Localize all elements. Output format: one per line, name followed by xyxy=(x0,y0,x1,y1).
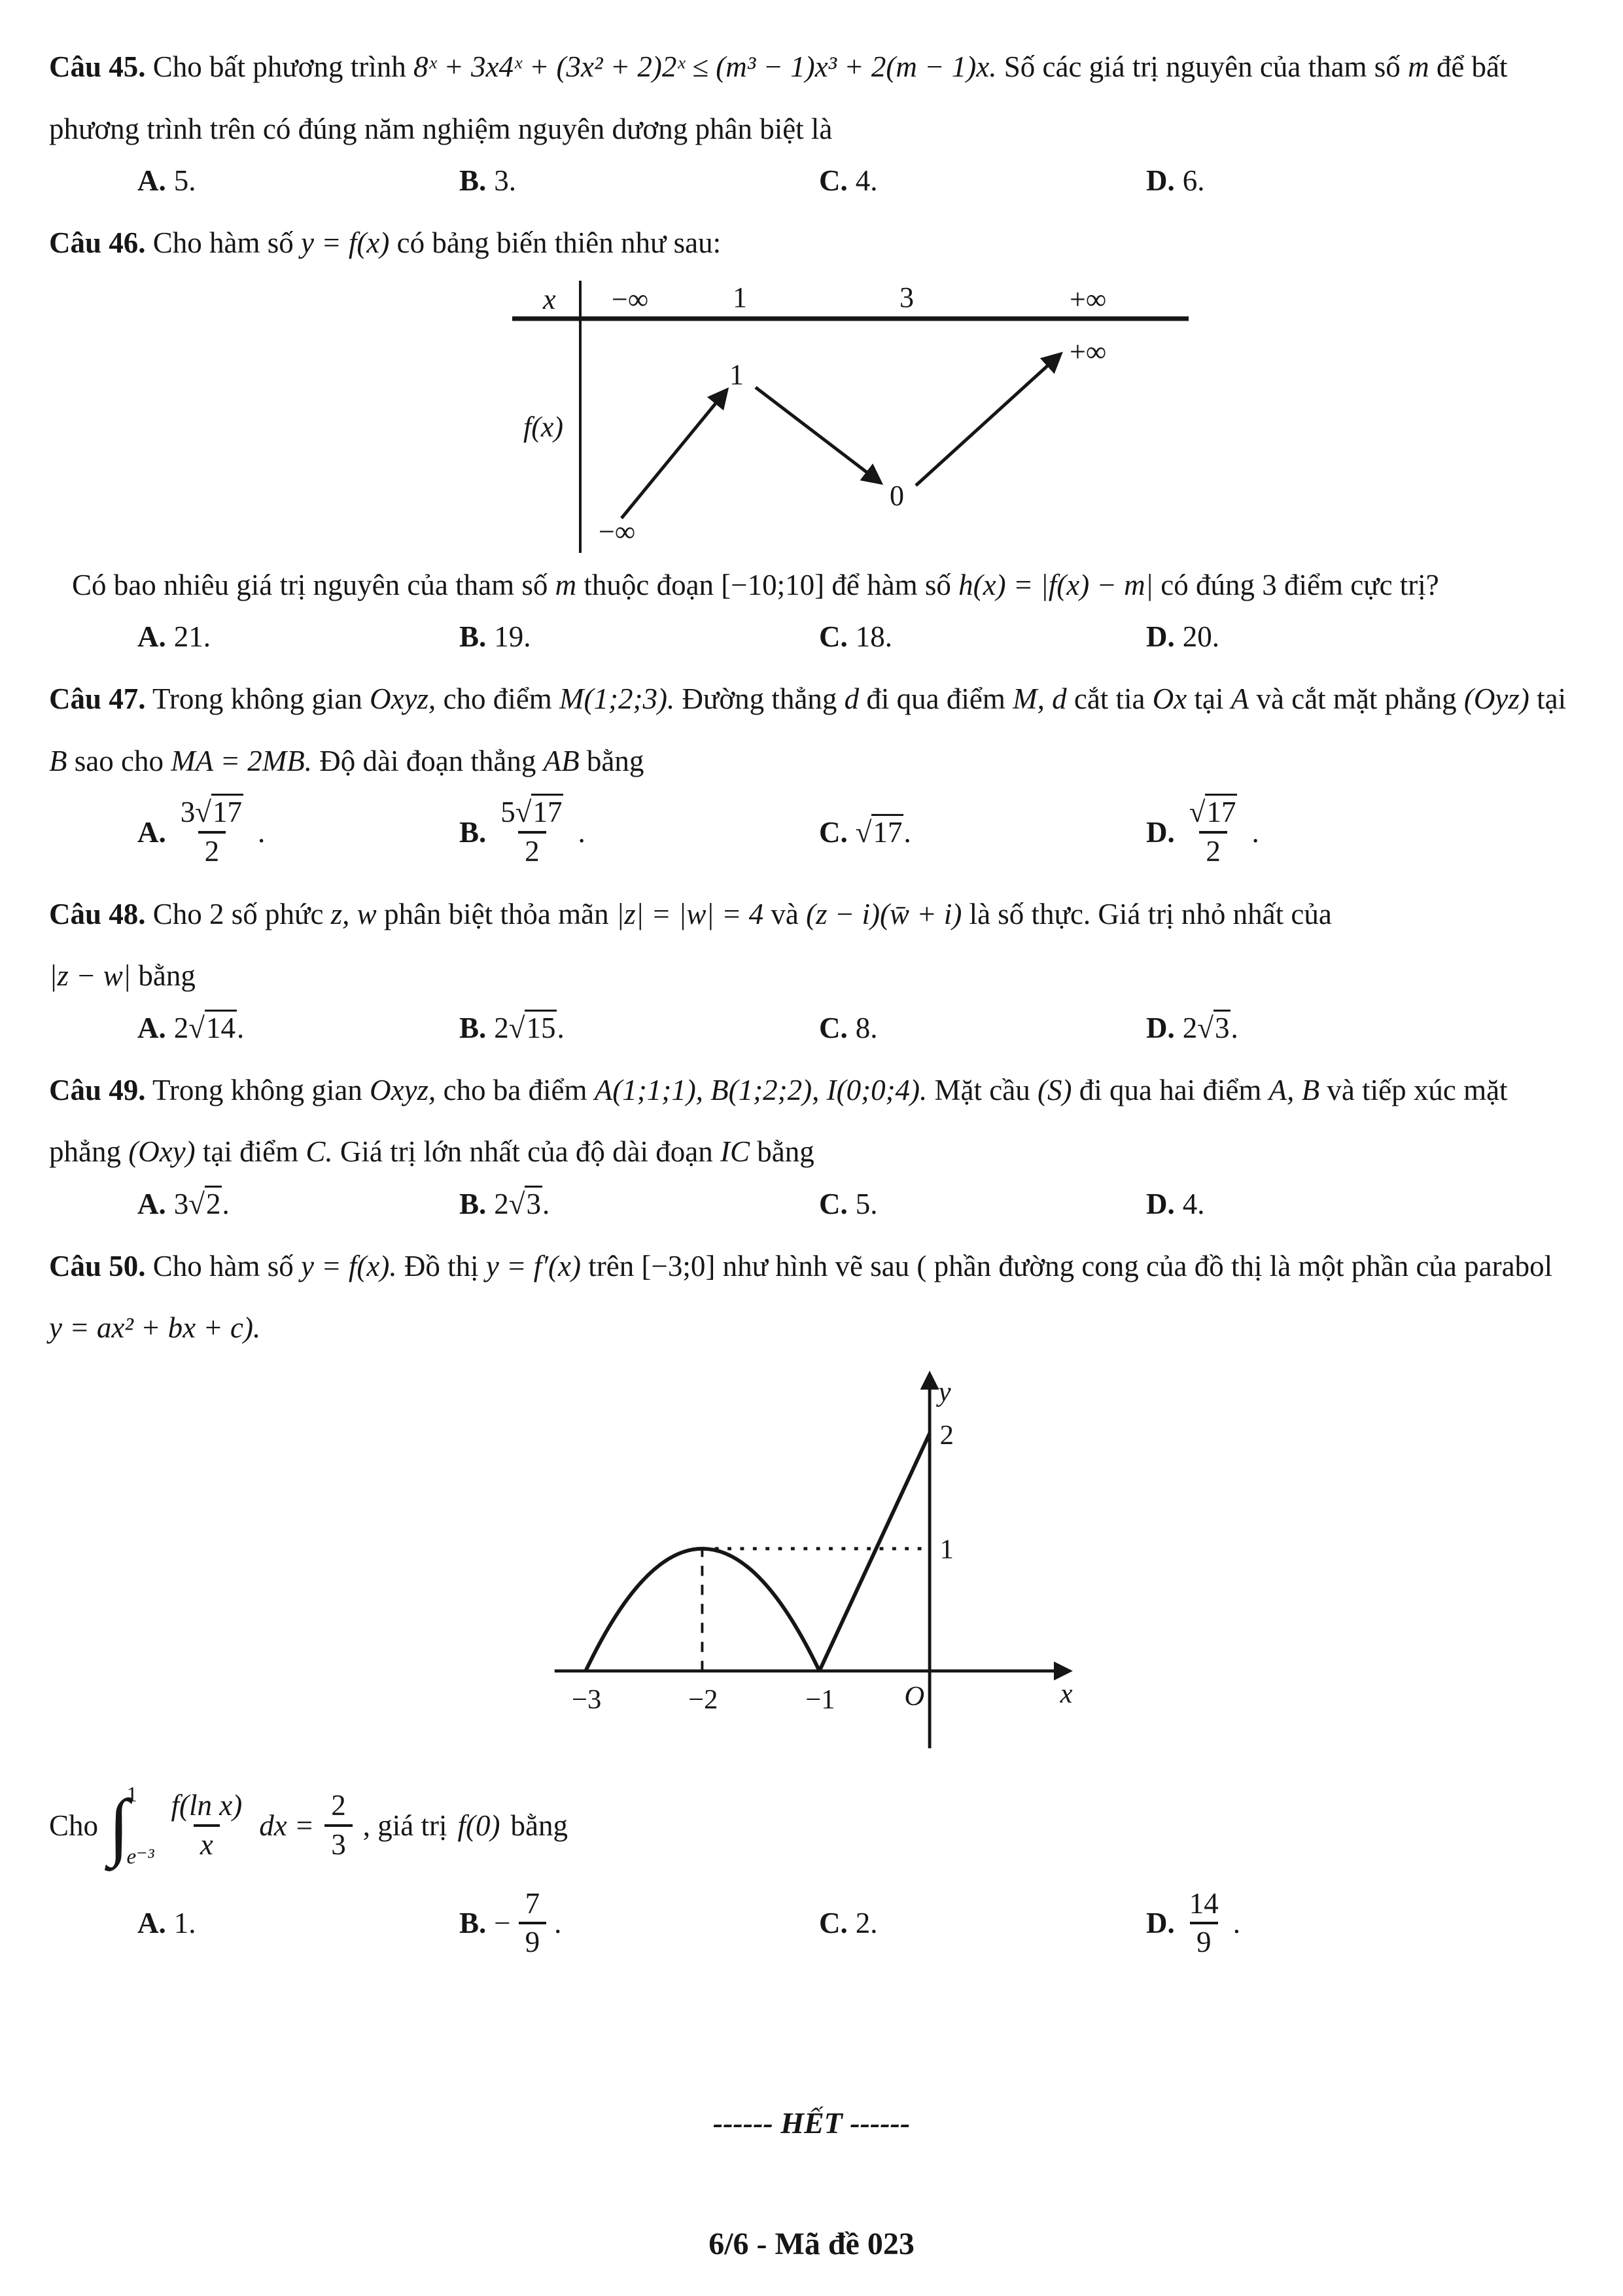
q46-option-d: D. 20. xyxy=(1146,620,1219,653)
q50-integral-lead: Cho xyxy=(49,1809,99,1842)
q47-p3: Đường thẳng xyxy=(682,682,837,715)
q49-f7: IC xyxy=(720,1135,750,1168)
q50-text xyxy=(49,1235,1567,1359)
q50-option-c: C. 2. xyxy=(819,1907,878,1940)
q50-f0: f(0) xyxy=(457,1809,500,1842)
bbt-x-1: 1 xyxy=(733,281,747,313)
line-segment xyxy=(820,1433,930,1670)
fraction: $\frac{√17}{2}$ xyxy=(1183,796,1244,869)
bbt-f-min: 0 xyxy=(890,479,904,512)
x-axis-label: x xyxy=(1060,1678,1073,1709)
q48-option-b: B. 2√15. xyxy=(459,1011,819,1045)
q45-p2: Số các giá trị nguyên của tham số xyxy=(1003,50,1401,83)
q46-options xyxy=(137,620,1567,654)
question-46 xyxy=(49,212,1567,654)
q47-p8: tại xyxy=(1537,682,1567,715)
q46-label: Câu 46. xyxy=(49,226,146,259)
q48-option-a: A. 2√14. xyxy=(137,1011,459,1045)
q45-p1: Cho bất phương trình xyxy=(152,50,406,83)
fraction: $\frac{14}{9}$ xyxy=(1189,1886,1219,1959)
q45-options xyxy=(137,164,1567,198)
integral-upper-limit: 1 xyxy=(126,1783,138,1807)
q48-p3: và xyxy=(771,897,799,930)
q49-f6: C. xyxy=(305,1135,333,1168)
q47-p9: sao cho xyxy=(74,744,164,777)
q50-options xyxy=(137,1887,1567,1960)
q46-option-c: C. 18. xyxy=(819,620,892,653)
q49-p4: đi qua hai điểm xyxy=(1079,1073,1262,1106)
q48-label: Câu 48. xyxy=(49,897,146,930)
q45-var-m: m xyxy=(1408,50,1429,83)
q49-p2: cho ba điểm xyxy=(443,1073,587,1106)
fraction: $\frac{3√17}{2}$ xyxy=(174,796,250,869)
q47-option-d: D. $\frac{√17}{2}$ . xyxy=(1146,796,1567,869)
bbt-f-max: 1 xyxy=(729,358,744,391)
q47-f10: AB xyxy=(543,744,580,777)
origin-label: O xyxy=(904,1680,925,1712)
q46-f1: y = f(x) xyxy=(301,226,390,259)
bbt-arrow-up-2 xyxy=(916,355,1060,486)
q47-f7: (Oyz) xyxy=(1463,682,1529,715)
q50-integral-dx-equals: dx = xyxy=(259,1809,315,1842)
q49-p1: Trong không gian xyxy=(152,1073,362,1106)
q47-p10: Độ dài đoạn thẳng xyxy=(319,744,536,777)
end-marker: ------ HẾT ------ xyxy=(712,2106,911,2140)
q47-text xyxy=(49,668,1567,792)
bbt-f-neg-inf: −∞ xyxy=(599,515,636,548)
q45-formula: 8ˣ + 3x4ˣ + (3x² + 2)2ˣ ≤ (m³ − 1)x³ + 2(m − 1)x. xyxy=(413,50,997,83)
bbt-x-neg-inf: −∞ xyxy=(612,283,649,315)
integral-sign-group xyxy=(109,1776,154,1875)
q48-option-c: C. 8. xyxy=(819,1011,878,1044)
q49-f3: (S) xyxy=(1037,1073,1072,1106)
q49-text xyxy=(49,1059,1567,1183)
q46-p6: có đúng 3 điểm cực trị? xyxy=(1161,568,1439,601)
q48-f2: |z| = |w| = 4 xyxy=(616,897,764,930)
q49-option-a: A. 3√2. xyxy=(137,1187,459,1221)
minus-sign: − xyxy=(494,1907,511,1940)
q47-f5: Ox xyxy=(1152,682,1187,715)
q50-f3: [−3;0] xyxy=(641,1249,716,1282)
q50-option-d: D. $\frac{14}{9}$ . xyxy=(1146,1886,1240,1959)
integral-limits xyxy=(127,1776,154,1875)
q47-p6: tại xyxy=(1194,682,1224,715)
q46-f2: [−10;10] xyxy=(721,568,825,601)
q50-p3: trên xyxy=(588,1249,635,1282)
q46-p3: Có bao nhiêu giá trị nguyên của tham số xyxy=(72,568,548,601)
bbt-x-label: x xyxy=(543,283,556,315)
q50-f1: y = f(x). xyxy=(301,1249,397,1282)
bbt-fx-label: f(x) xyxy=(523,410,564,443)
q46-f3: h(x) = |f(x) − m| xyxy=(958,568,1153,601)
q45-option-a: A. 5. xyxy=(137,164,196,197)
q47-p1: Trong không gian xyxy=(152,682,362,715)
q46-option-b: B. 19. xyxy=(459,620,531,653)
x-tick-neg2: −2 xyxy=(688,1684,718,1715)
integrand-fraction: $\frac{\text{f(ln x)}}{x}$ xyxy=(171,1789,243,1861)
bbt-f-pos-inf: +∞ xyxy=(1070,335,1107,368)
q50-option-b: B. − $\frac{7}{9}$ . xyxy=(459,1886,562,1959)
q47-f3: d xyxy=(844,682,860,715)
q48-f3: (z − i)(w̄ + i) xyxy=(806,897,962,930)
q49-p8: bằng xyxy=(757,1135,814,1168)
q47-f2: M(1;2;3). xyxy=(559,682,675,715)
q47-option-a: A. $\frac{3√17}{2}$ . xyxy=(137,796,459,869)
y-tick-2: 2 xyxy=(939,1419,954,1451)
q45-p3: để bất phương trình trên có đúng năm nghiệm nguyên dương phân biệt là xyxy=(49,50,1508,145)
q46-text-2 xyxy=(49,554,1567,616)
bbt-arrow-down xyxy=(756,387,880,482)
fraction: $\frac{7}{9}$ xyxy=(519,1887,547,1960)
q50-integral-after: , giá trị xyxy=(362,1809,447,1842)
q46-p1: Cho hàm số xyxy=(152,226,294,259)
q45-option-d: D. 6. xyxy=(1146,164,1205,197)
q47-p2: cho điểm xyxy=(443,682,552,715)
q48-options xyxy=(137,1011,1567,1045)
q48-option-d: D. 2√3. xyxy=(1146,1011,1567,1045)
q49-p7: Giá trị lớn nhất của độ dài đoạn xyxy=(340,1135,713,1168)
q50-option-a: A. 1. xyxy=(137,1907,196,1940)
q50-label: Câu 50. xyxy=(49,1249,146,1282)
q47-option-c: C. √17. xyxy=(819,815,1146,849)
question-45 xyxy=(49,36,1567,198)
q47-p4: đi qua điểm xyxy=(866,682,1005,715)
q49-f4: A, B xyxy=(1268,1073,1320,1106)
integral-value-fraction: $\frac{2}{3}$ xyxy=(324,1789,353,1862)
q47-f6: A xyxy=(1230,682,1249,715)
q47-p11: bằng xyxy=(586,744,644,777)
q46-p2: có bảng biến thiên như sau: xyxy=(396,226,722,259)
q49-option-d: D. 4. xyxy=(1146,1187,1205,1220)
x-tick-neg3: −3 xyxy=(571,1684,602,1715)
q45-label: Câu 45. xyxy=(49,50,146,83)
q48-text xyxy=(49,883,1567,1007)
q49-option-b: B. 2√3. xyxy=(459,1187,819,1221)
q47-label: Câu 47. xyxy=(49,682,146,715)
q47-options xyxy=(137,796,1567,869)
q46-var-m: m xyxy=(555,568,577,601)
question-47 xyxy=(49,668,1567,869)
q50-p4: như hình vẽ sau ( phần đường cong của đồ thị là một phần của parabol xyxy=(722,1249,1553,1282)
q50-integral-line xyxy=(49,1769,1567,1883)
q47-f8: B xyxy=(49,744,67,777)
q47-f4: M, d xyxy=(1013,682,1067,715)
q49-f2: A(1;1;1), B(1;2;2), I(0;0;4). xyxy=(594,1073,928,1106)
q47-f1: Oxyz, xyxy=(370,682,436,715)
q49-options xyxy=(137,1187,1567,1221)
q45-text xyxy=(49,36,1567,160)
q45-option-c: C. 4. xyxy=(819,164,878,197)
question-50 xyxy=(49,1235,1567,1960)
q47-p7: và cắt mặt phẳng xyxy=(1256,682,1457,715)
q47-f9: MA = 2MB. xyxy=(171,744,312,777)
q48-p1: Cho 2 số phức xyxy=(152,897,324,930)
q48-p5: bằng xyxy=(138,959,196,992)
q50-p2: Đồ thị xyxy=(404,1249,479,1282)
y-tick-1: 1 xyxy=(939,1533,954,1564)
q46-p4: thuộc đoạn xyxy=(584,568,714,601)
q46-text xyxy=(49,212,1567,274)
q49-p6: tại điểm xyxy=(202,1135,299,1168)
q50-derivative-graph xyxy=(510,1363,1112,1769)
q50-p1: Cho hàm số xyxy=(152,1249,294,1282)
question-48 xyxy=(49,883,1567,1045)
bbt-arrow-up-1 xyxy=(621,391,726,518)
q48-f1: z, w xyxy=(330,897,377,930)
q48-p4: là số thực. Giá trị nhỏ nhất của xyxy=(969,897,1332,930)
fraction: $\frac{5√17}{2}$ xyxy=(494,796,570,869)
q49-option-c: C. 5. xyxy=(819,1187,878,1220)
q50-integral-tail: bằng xyxy=(510,1809,568,1842)
q46-p5: để hàm số xyxy=(831,568,951,601)
q48-p2: phân biệt thỏa mãn xyxy=(383,897,609,930)
integral-sign: ∫ xyxy=(109,1784,130,1867)
q50-f2: y = f′(x) xyxy=(485,1249,581,1282)
q46-option-a: A. 21. xyxy=(137,620,211,653)
q48-f4: |z − w| xyxy=(49,959,131,992)
bbt-x-3: 3 xyxy=(899,281,914,313)
page-footer: 6/6 - Mã đề 023 xyxy=(708,2227,915,2261)
q49-label: Câu 49. xyxy=(49,1073,146,1106)
q46-variation-table xyxy=(507,279,1194,554)
q47-option-b: B. $\frac{5√17}{2}$ . xyxy=(459,796,819,869)
y-axis-label: y xyxy=(938,1376,951,1407)
q45-option-b: B. 3. xyxy=(459,164,517,197)
question-49 xyxy=(49,1059,1567,1221)
x-tick-neg1: −1 xyxy=(805,1684,835,1715)
q49-f5: (Oxy) xyxy=(128,1135,196,1168)
bbt-x-pos-inf: +∞ xyxy=(1070,283,1107,315)
q49-p5: và tiếp xúc mặt phẳng xyxy=(49,1073,1508,1168)
integral-lower-limit: e⁻³ xyxy=(126,1845,154,1869)
q49-f1: Oxyz, xyxy=(370,1073,436,1106)
q49-p3: Mặt cầu xyxy=(934,1073,1030,1106)
q47-p5: cắt tia xyxy=(1073,682,1145,715)
q50-f4: y = ax² + bx + c). xyxy=(49,1311,261,1344)
